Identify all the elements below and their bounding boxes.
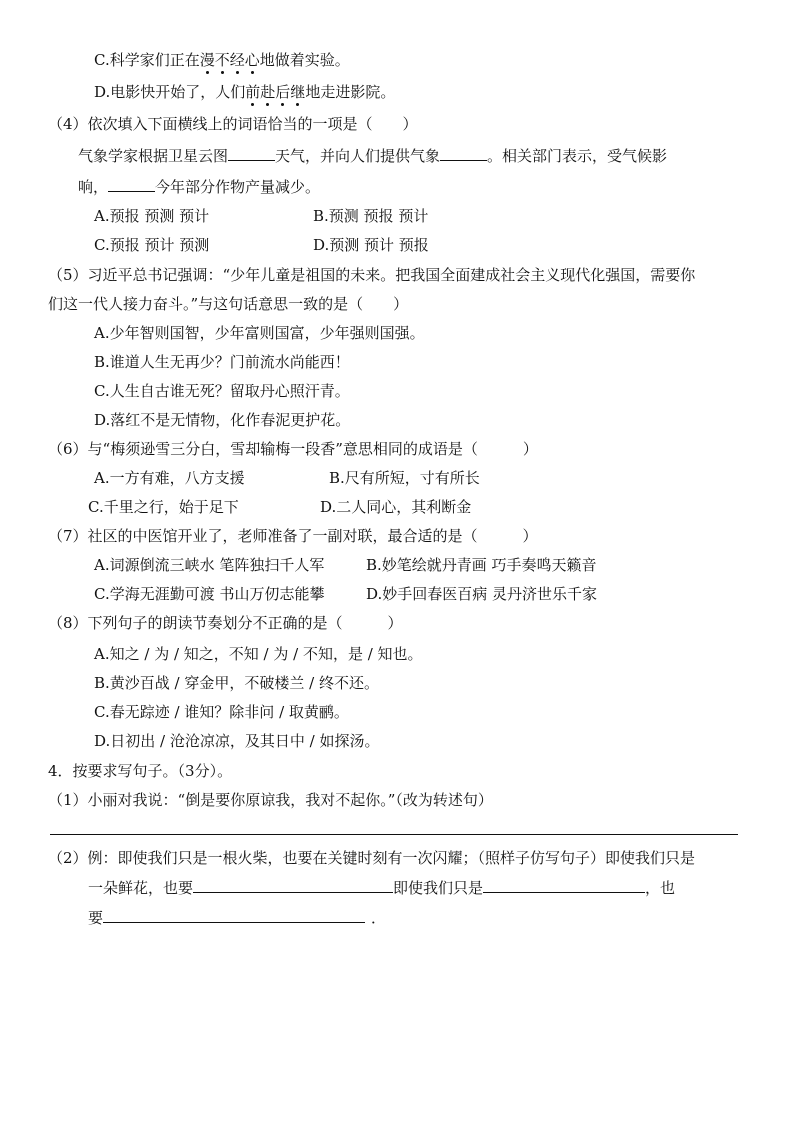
q5-stem-line1: （5）习近平总书记强调：“少年儿童是祖国的未来。把我国全面建成社会主义现代化强国，需要你 <box>48 266 696 284</box>
q6-option-b[interactable]: B.尺有所短，寸有所长 <box>329 469 480 487</box>
q5-option-c[interactable]: C.人生自古谁无死？留取丹心照汗青。 <box>94 382 350 400</box>
s4-text-d: 要 <box>88 909 104 927</box>
q4-option-d[interactable]: D.预测 预计 预报 <box>313 236 429 254</box>
q5-option-b[interactable]: B.谁道人生无再少？门前流水尚能西！ <box>94 353 350 371</box>
dotted-char: 赴 <box>260 83 276 101</box>
q7-option-b[interactable]: B.妙笔绘就丹青画 巧手奏鸣天籁音 <box>366 556 597 574</box>
blank-field[interactable] <box>103 908 365 923</box>
s4-part1-prompt: （1）小丽对我说：“倒是要你原谅我，我对不起你。”（改为转述句） <box>48 791 493 809</box>
dotted-char: 漫 <box>199 51 215 69</box>
q8-option-c[interactable]: C.春无踪迹 / 谁知？除非问 / 取黄鹂。 <box>94 703 349 721</box>
section-4-title: 4．按要求写句子。（3分）。 <box>48 762 233 780</box>
q5-option-d[interactable]: D.落红不是无情物，化作春泥更护花。 <box>94 411 351 429</box>
s4-part2-line2 <box>88 878 675 898</box>
q3-option-d <box>94 82 395 102</box>
q4-option-c[interactable]: C.预报 预计 预测 <box>94 236 210 254</box>
q4-text-c: 。相关部门表示，受气候影 <box>487 147 668 165</box>
s4-text-e: ． <box>371 909 387 927</box>
q4-passage-line1 <box>78 146 667 166</box>
q8-option-a[interactable]: A.知之 / 为 / 知之，不知 / 为 / 不知，是 / 知也。 <box>94 645 423 663</box>
q7-stem: （7）社区的中医馆开业了，老师准备了一副对联，最合适的是（ ） <box>48 527 538 545</box>
q3-d-suffix: 地走进影院。 <box>305 83 396 101</box>
q7-option-d[interactable]: D.妙手回春医百病 灵丹济世乐千家 <box>366 585 598 603</box>
blank-field[interactable] <box>483 878 645 893</box>
blank-field[interactable] <box>440 146 487 161</box>
q8-option-d[interactable]: D.日初出 / 沧沧凉凉，及其日中 / 如探汤。 <box>94 732 380 750</box>
blank-field[interactable] <box>193 878 393 893</box>
dotted-char: 后 <box>275 83 291 101</box>
q3-d-prefix: D.电影快开始了，人们 <box>94 83 246 101</box>
s4-part2-line1: （2）例：即使我们只是一根火柴，也要在关键时刻有一次闪耀；（照样子仿写句子）即使我们只是 <box>48 849 696 867</box>
s4-part2-line3 <box>88 908 386 928</box>
q6-option-a[interactable]: A.一方有难，八方支援 <box>94 469 245 487</box>
s4-text-c: ，也 <box>645 879 676 897</box>
q3-option-c <box>94 50 350 70</box>
s4-text-a: 一朵鲜花，也要 <box>88 879 194 897</box>
q6-option-d[interactable]: D.二人同心，其利断金 <box>320 498 472 516</box>
q6-stem: （6）与“梅须逊雪三分白，雪却输梅一段香”意思相同的成语是（ ） <box>48 440 538 458</box>
s4-text-b: 即使我们只是 <box>393 879 484 897</box>
q4-text-a: 气象学家根据卫星云图 <box>78 147 229 165</box>
q7-option-c[interactable]: C.学海无涯勤可渡 书山万仞志能攀 <box>94 585 325 603</box>
q5-option-a[interactable]: A.少年智则国智，少年富则国富，少年强则国强。 <box>94 324 425 342</box>
dotted-char: 心 <box>244 51 260 69</box>
answer-line[interactable] <box>50 834 738 835</box>
dotted-char: 前 <box>245 83 261 101</box>
q8-option-b[interactable]: B.黄沙百战 / 穿金甲，不破楼兰 / 终不还。 <box>94 674 379 692</box>
q4-text-d: 响， <box>78 178 109 196</box>
q4-stem: （4）依次填入下面横线上的词语恰当的一项是（ ） <box>48 115 418 133</box>
blank-field[interactable] <box>228 146 275 161</box>
q3-c-prefix: C.科学家们正在 <box>94 51 200 69</box>
q7-option-a[interactable]: A.词源倒流三峡水 笔阵独扫千人军 <box>94 556 325 574</box>
q4-option-b[interactable]: B.预测 预报 预计 <box>313 207 429 225</box>
q4-passage-line2 <box>78 177 320 197</box>
q8-stem: （8）下列句子的朗读节奏划分不正确的是（ ） <box>48 614 403 632</box>
dotted-char: 不 <box>214 51 230 69</box>
dotted-char: 继 <box>290 83 306 101</box>
q4-text-b: 天气，并向人们提供气象 <box>275 147 441 165</box>
q4-text-e: 今年部分作物产量减少。 <box>155 178 321 196</box>
q6-option-c[interactable]: C.千里之行，始于足下 <box>88 498 239 516</box>
blank-field[interactable] <box>108 177 155 192</box>
dotted-char: 经 <box>229 51 245 69</box>
q5-stem-line2: 们这一代人接力奋斗。”与这句话意思一致的是（ ） <box>48 295 409 313</box>
q3-c-suffix: 地做着实验。 <box>259 51 350 69</box>
q4-option-a[interactable]: A.预报 预测 预计 <box>94 207 210 225</box>
